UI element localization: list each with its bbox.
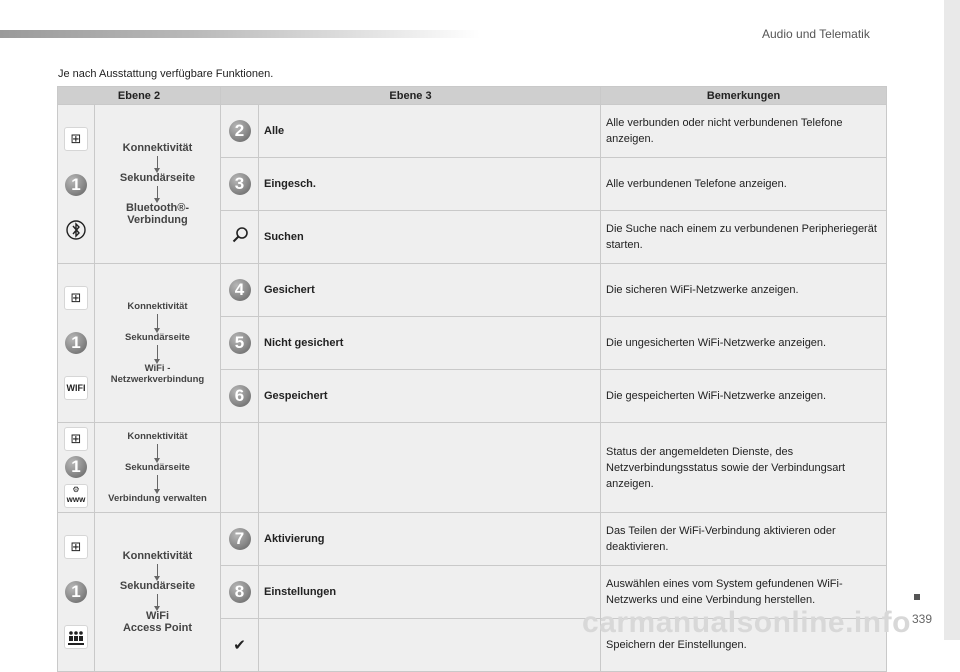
step-badge: 5 <box>229 332 251 354</box>
step-badge: 1 <box>65 581 87 603</box>
level2-flow-accesspoint <box>95 513 221 672</box>
wifi-icon: WIFI <box>64 376 88 400</box>
grid-icon: ⊞ <box>64 286 88 310</box>
level3-label <box>259 423 601 513</box>
flow-label: Sekundärseite <box>119 580 196 592</box>
level3-label: Alle <box>259 105 601 158</box>
www-icon: ⚙ www <box>64 484 88 508</box>
remark-text: Speichern der Einstellungen. <box>601 619 887 672</box>
flow-label: Sekundärseite <box>119 172 196 184</box>
group-icons-bluetooth <box>58 105 95 264</box>
group-icons-wifi <box>58 264 95 423</box>
step-badge: 8 <box>229 581 251 603</box>
table-header-row <box>58 87 887 105</box>
grid-icon: ⊞ <box>64 535 88 559</box>
remark-text: Auswählen eines vom System gefundenen WiFi-Netzwerks und eine Verbindung herstellen. <box>601 566 887 619</box>
step-badge: 3 <box>229 173 251 195</box>
grid-icon: ⊞ <box>64 127 88 151</box>
people-icon <box>64 625 88 649</box>
down-arrow-icon <box>157 314 158 330</box>
down-arrow-icon <box>157 444 158 460</box>
checkmark-icon: ✔ <box>233 637 246 654</box>
down-arrow-icon <box>157 564 158 578</box>
header-gradient-bar <box>0 30 480 38</box>
function-table <box>57 86 887 672</box>
level3-label <box>259 619 601 672</box>
header-level2: Ebene 2 <box>58 87 221 105</box>
page-number: 339 <box>912 612 933 626</box>
flow-label: WiFi Access Point <box>122 610 193 634</box>
flow-label: Verbindung verwalten <box>108 493 207 504</box>
flow-label: Sekundärseite <box>125 332 190 343</box>
level3-label: Suchen <box>259 211 601 264</box>
flow-label: Konnektivität <box>122 550 193 562</box>
level2-flow-wifi <box>95 264 221 423</box>
page-edge-bar <box>944 0 960 640</box>
level3-label: Einstellungen <box>259 566 601 619</box>
page-marker <box>914 594 920 600</box>
step-badge: 7 <box>229 528 251 550</box>
remark-text: Die Suche nach einem zu verbundenen Peripheriegerät starten. <box>601 211 887 264</box>
flow-label: Sekundärseite <box>125 462 190 473</box>
remark-text: Status der angemeldeten Dienste, des Netzverbindungsstatus sowie der Verbindungsart anzeigen. <box>601 423 887 513</box>
step-badge: 1 <box>65 456 87 478</box>
group-icons-accesspoint <box>58 513 95 672</box>
flow-label: Bluetooth®- Verbindung <box>125 202 190 226</box>
down-arrow-icon <box>157 475 158 491</box>
group-icons-www <box>58 423 95 513</box>
step-badge: 4 <box>229 279 251 301</box>
down-arrow-icon <box>157 594 158 608</box>
down-arrow-icon <box>157 186 158 200</box>
level2-flow-bluetooth <box>95 105 221 264</box>
flow-label: WiFi - Netzwerkverbindung <box>110 363 205 385</box>
level3-label: Gespeichert <box>259 370 601 423</box>
remark-text: Das Teilen der WiFi-Verbindung aktivieren oder deaktivieren. <box>601 513 887 566</box>
step-badge: 1 <box>65 332 87 354</box>
remark-text: Die ungesicherten WiFi-Netzwerke anzeigen. <box>601 317 887 370</box>
table-row <box>58 423 887 513</box>
bluetooth-icon <box>65 219 87 241</box>
level3-label: Nicht gesichert <box>259 317 601 370</box>
table-row <box>58 105 887 158</box>
level3-label: Aktivierung <box>259 513 601 566</box>
remark-text: Alle verbundenen Telefone anzeigen. <box>601 158 887 211</box>
header-level3: Ebene 3 <box>221 87 601 105</box>
remark-text: Alle verbunden oder nicht verbundenen Telefone anzeigen. <box>601 105 887 158</box>
step-badge: 6 <box>229 385 251 407</box>
intro-text: Je nach Ausstattung verfügbare Funktionen. <box>58 68 274 80</box>
header-remarks: Bemerkungen <box>601 87 887 105</box>
section-title: Audio und Telematik <box>762 27 870 41</box>
level3-label: Gesichert <box>259 264 601 317</box>
remark-text: Die gespeicherten WiFi-Netzwerke anzeigen. <box>601 370 887 423</box>
table-row <box>58 264 887 317</box>
remark-text: Die sicheren WiFi-Netzwerke anzeigen. <box>601 264 887 317</box>
flow-label: Konnektivität <box>122 142 193 154</box>
flow-label: Konnektivität <box>127 431 188 442</box>
step-badge: 1 <box>65 174 87 196</box>
watermark: carmanualsonline.info <box>582 606 911 639</box>
search-icon <box>231 231 249 248</box>
step-badge: 2 <box>229 120 251 142</box>
table-row <box>58 513 887 566</box>
level2-flow-manage <box>95 423 221 513</box>
grid-icon: ⊞ <box>64 427 88 451</box>
down-arrow-icon <box>157 156 158 170</box>
level3-label: Eingesch. <box>259 158 601 211</box>
down-arrow-icon <box>157 345 158 361</box>
flow-label: Konnektivität <box>127 301 188 312</box>
